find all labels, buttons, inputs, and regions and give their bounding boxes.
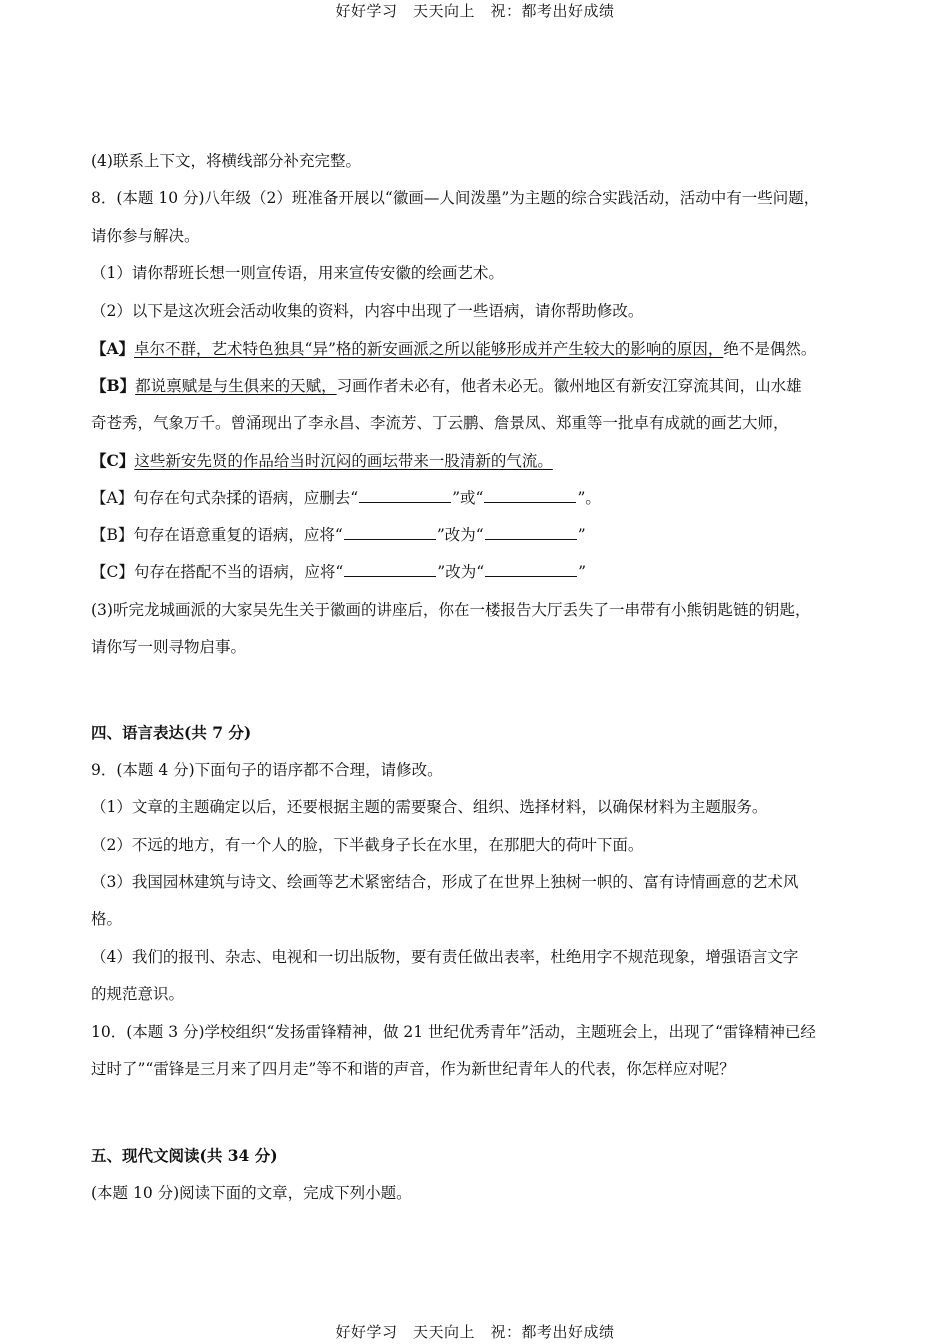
answer-c-middle: ”改为“	[437, 563, 485, 582]
q8-stem-line1: 8．(本题 10 分)八年级（2）班准备开展以“徽画—人间泼墨”为主题的综合实践活动，活动中有一些问题，	[91, 189, 820, 208]
q8-answer-c	[91, 554, 891, 591]
q9-sentence-4-line2: 的规范意识。	[91, 985, 185, 1004]
q10-line1: 10．(本题 3 分)学校组织“发扬雷锋精神，做 21 世纪优秀青年”活动，主题班会上，出现了“雷锋精神已经	[91, 1022, 816, 1041]
sentence-a-rest: 绝不是偶然。	[723, 339, 817, 358]
sentence-c-underlined: 这些新安先贤的作品给当时沉闷的画坛带来一股清新的气流。	[134, 452, 553, 471]
q10-line2: 过时了”“雷锋是三月来了四月走”等不和谐的声音，作为新世纪青年人的代表，你怎样应对呢？	[91, 1059, 735, 1078]
answer-a-middle: ”或“	[452, 488, 484, 507]
q9-sentence-1: （1）文章的主题确定以后，还要根据主题的需要聚合、组织、选择材料，以确保材料为主题服务。	[91, 798, 768, 817]
answer-a-blank-2[interactable]	[484, 488, 576, 503]
q8-sub1: （1）请你帮班长想一则宣传语，用来宣传安徽的绘画艺术。	[91, 264, 504, 283]
answer-b-suffix: ”	[577, 525, 586, 544]
section5-title: 五、现代文阅读(共 34 分)	[91, 1146, 278, 1166]
q8-stem-line2: 请你参与解决。	[91, 226, 200, 245]
answer-b-middle: ”改为“	[436, 525, 484, 544]
q8-passage-b	[91, 367, 891, 404]
q9-sentence-3-line2: 格。	[91, 910, 123, 929]
q8-passage-a	[91, 330, 891, 367]
q8-answer-b	[91, 517, 891, 554]
q9-sentence-3-line1: （3）我国园林建筑与诗文、绘画等艺术紧密结合，形成了在世界上独树一帜的、富有诗情画意的艺术风	[91, 873, 799, 892]
q9-sentence-2: （2）不远的地方，有一个人的脸，下半截身子长在水里，在那肥大的荷叶下面。	[91, 835, 644, 854]
answer-a-prefix: 【A】句存在句式杂揉的语病，应删去“	[91, 488, 359, 507]
answer-b-prefix: 【B】句存在语意重复的语病，应将“	[91, 525, 343, 544]
answer-c-blank-1[interactable]	[344, 562, 436, 577]
answer-a-blank-1[interactable]	[359, 488, 451, 503]
answer-a-suffix: ”。	[577, 488, 601, 507]
answer-c-prefix: 【C】句存在搭配不当的语病，应将“	[91, 563, 344, 582]
q8-sub3-line2: 请你写一则寻物启事。	[91, 638, 247, 657]
q9-sentence-4-line1: （4）我们的报刊、杂志、电视和一切出版物，要有责任做出表率，杜绝用字不规范现象，增强语言文字	[91, 947, 799, 966]
section5-intro: (本题 10 分)阅读下面的文章，完成下列小题。	[91, 1183, 412, 1202]
q8-passage-c	[91, 442, 891, 479]
page-footer: 好好学习 天天向上 祝：都考出好成绩	[335, 1323, 615, 1341]
q8-answer-a	[91, 480, 891, 517]
answer-c-blank-2[interactable]	[485, 562, 577, 577]
sentence-a-underlined: 卓尔不群，艺术特色独具“异”格的新安画派之所以能够形成并产生较大的影响的原因，	[134, 339, 724, 358]
answer-c-suffix: ”	[578, 563, 587, 582]
sentence-b-underlined: 都说禀赋是与生俱来的天赋，	[135, 377, 337, 396]
q8-passage-b-line2: 奇苍秀，气象万千。曾涌现出了李永昌、李流芳、丁云鹏、詹景凤、郑重等一批卓有成就的画艺大师，	[91, 413, 789, 432]
page-header: 好好学习 天天向上 祝：都考出好成绩	[335, 2, 615, 20]
q8-sub2: （2）以下是这次班会活动收集的资料，内容中出现了一些语病，请你帮助修改。	[91, 301, 644, 320]
tag-a: 【A】	[91, 338, 135, 358]
section4-title: 四、语言表达(共 7 分)	[91, 723, 252, 743]
answer-b-blank-1[interactable]	[344, 525, 436, 540]
q8-sub3-line1: (3)听完龙城画派的大家吴先生关于徽画的讲座后，你在一楼报告大厅丢失了一串带有小熊钥匙链的钥匙，	[91, 600, 811, 619]
q7-sub4: (4)联系上下文，将横线部分补充完整。	[91, 152, 361, 170]
tag-b: 【B】	[91, 376, 136, 396]
exam-content	[91, 143, 891, 1212]
q9-stem: 9．(本题 4 分)下面句子的语序都不合理，请修改。	[91, 760, 443, 779]
tag-c: 【C】	[91, 451, 135, 471]
answer-b-blank-2[interactable]	[485, 525, 577, 540]
sentence-b-rest: 习画作者未必有，他者未必无。徽州地区有新安江穿流其间，山水雄	[336, 377, 802, 396]
